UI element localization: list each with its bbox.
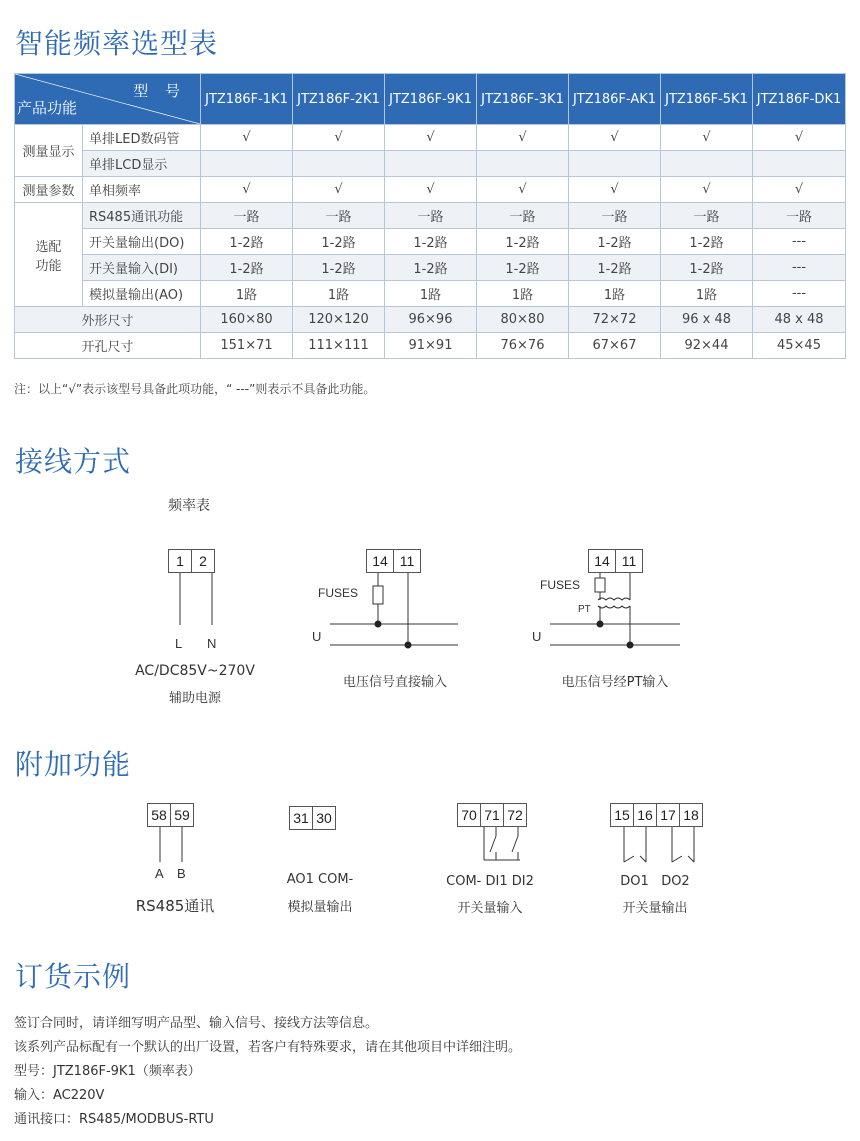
feature-cell: 单相频率 (83, 177, 201, 203)
value-cell: √ (201, 177, 293, 203)
do-caption: 开关量输出 (622, 901, 688, 916)
feature-cell: 单排LED数码管 (83, 125, 201, 151)
value-cell: 1-2路 (201, 255, 293, 281)
terminal-block-pt (588, 549, 643, 573)
feature-cell: 开关量输出(DO) (83, 229, 201, 255)
value-cell: √ (201, 125, 293, 151)
value-cell: 1-2路 (293, 229, 385, 255)
u-label: U (532, 629, 542, 644)
size-value-cell: 48 x 48 (753, 307, 846, 333)
corner-model-label: 型 号 (133, 82, 186, 100)
model-header: JTZ186F-2K1 (293, 74, 385, 125)
model-header: JTZ186F-9K1 (385, 74, 477, 125)
freq-meter-label: 频率表 (168, 497, 210, 513)
category-cell: 选配 功能 (15, 203, 83, 307)
value-cell: --- (753, 281, 846, 307)
value-cell: 1-2路 (477, 229, 569, 255)
section-title-wiring: 接线方式 (15, 445, 132, 478)
order-line: 签订合同时，请详细写明产品型、输入信号、接线方法等信息。 (14, 1016, 379, 1031)
size-value-cell: 76×76 (477, 333, 569, 359)
pt-caption: 电压信号经PT输入 (561, 675, 669, 690)
terminal: 14 (367, 550, 394, 572)
size-value-cell: 67×67 (569, 333, 661, 359)
size-value-cell: 92×44 (661, 333, 753, 359)
size-label-cell: 开孔尺寸 (15, 333, 201, 359)
table-note: 注：以上“√”表示该型号具备此项功能，“ ---”则表示不具备此功能。 (14, 382, 376, 396)
label-n: N (207, 636, 217, 651)
size-value-cell: 80×80 (477, 307, 569, 333)
terminal: 59 (174, 807, 190, 823)
value-cell: 一路 (293, 203, 385, 229)
terminal-block-direct (366, 549, 421, 573)
value-cell: √ (753, 177, 846, 203)
terminal-block-ao (289, 806, 336, 830)
corner-function-label: 产品功能 (17, 99, 78, 117)
terminal: 18 (683, 807, 699, 823)
model-header: JTZ186F-5K1 (661, 74, 753, 125)
value-cell: 1-2路 (661, 255, 753, 281)
value-cell: 1-2路 (569, 229, 661, 255)
value-cell: √ (385, 125, 477, 151)
value-cell: --- (753, 255, 846, 281)
value-cell: √ (661, 177, 753, 203)
size-label-cell: 外形尺寸 (15, 307, 201, 333)
terminal-block-di (457, 803, 527, 827)
model-header: JTZ186F-DK1 (753, 74, 846, 125)
terminal: 30 (316, 810, 332, 826)
size-value-cell: 91×91 (385, 333, 477, 359)
aux-caption-voltage: AC/DC85V~270V (135, 663, 255, 679)
value-cell: √ (569, 125, 661, 151)
value-cell: 1-2路 (385, 255, 477, 281)
value-cell: √ (661, 125, 753, 151)
feature-cell: 模拟量输出(AO) (83, 281, 201, 307)
value-cell: 1-2路 (661, 229, 753, 255)
value-cell: 1路 (293, 281, 385, 307)
category-cell: 测量参数 (15, 177, 83, 203)
terminal: 58 (148, 804, 171, 826)
value-cell: --- (753, 229, 846, 255)
terminal: 14 (589, 550, 616, 572)
label-b: B (177, 866, 186, 881)
label-l: L (175, 636, 183, 651)
model-header: JTZ186F-AK1 (569, 74, 661, 125)
value-cell: 一路 (201, 203, 293, 229)
size-value-cell: 45×45 (753, 333, 846, 359)
label-a: A (155, 866, 164, 881)
section-title-order: 订货示例 (15, 960, 132, 993)
value-cell: √ (477, 177, 569, 203)
fuses-label: FUSES (540, 578, 581, 592)
value-cell: 1路 (201, 281, 293, 307)
value-cell: 1-2路 (293, 255, 385, 281)
terminal: 16 (634, 804, 657, 826)
value-cell: √ (293, 125, 385, 151)
terminal: 17 (657, 804, 680, 826)
value-cell: 1路 (661, 281, 753, 307)
order-line: 该系列产品标配有一个默认的出厂设置，若客户有特殊要求，请在其他项目中详细注明。 (14, 1040, 522, 1055)
terminal: 1 (169, 550, 192, 572)
feature-cell: RS485通讯功能 (83, 203, 201, 229)
value-cell: 1路 (477, 281, 569, 307)
di-caption: 开关量输入 (457, 901, 523, 916)
terminal-block-do (610, 803, 703, 827)
terminal: 11 (399, 553, 415, 569)
category-cell: 测量显示 (15, 125, 83, 177)
value-cell: 一路 (477, 203, 569, 229)
terminal-block-aux (168, 549, 215, 573)
terminal: 70 (458, 804, 481, 826)
pt-label: PT (578, 604, 591, 615)
order-line: 型号：JTZ186F-9K1（频率表） (14, 1064, 201, 1079)
value-cell: 1-2路 (385, 229, 477, 255)
section-title-selection: 智能频率选型表 (15, 27, 219, 60)
model-header: JTZ186F-1K1 (201, 74, 293, 125)
value-cell: √ (293, 177, 385, 203)
value-cell: 1路 (385, 281, 477, 307)
terminal: 11 (621, 553, 637, 569)
size-value-cell: 111×111 (293, 333, 385, 359)
terminal: 15 (611, 804, 634, 826)
terminal: 2 (199, 553, 207, 569)
terminal: 31 (290, 807, 313, 829)
value-cell: 一路 (661, 203, 753, 229)
value-cell: √ (569, 177, 661, 203)
u-label: U (312, 629, 322, 644)
value-cell: 一路 (385, 203, 477, 229)
ao-terminal-names: AO1 COM- (286, 872, 354, 887)
value-cell: 一路 (569, 203, 661, 229)
rs485-caption: RS485通讯 (135, 897, 215, 915)
size-value-cell: 72×72 (569, 307, 661, 333)
terminal: 71 (481, 804, 504, 826)
feature-cell: 单排LCD显示 (83, 151, 201, 177)
fuses-label: FUSES (318, 586, 359, 600)
value-cell: 1-2路 (569, 255, 661, 281)
order-line: 输入：AC220V (14, 1088, 105, 1103)
order-line: 通讯接口：RS485/MODBUS-RTU (14, 1112, 214, 1127)
value-cell: √ (385, 177, 477, 203)
size-value-cell: 151×71 (201, 333, 293, 359)
di-terminal-names: COM- DI1 DI2 (446, 874, 534, 889)
model-header: JTZ186F-3K1 (477, 74, 569, 125)
ao-caption: 模拟量输出 (287, 900, 353, 915)
value-cell: 1-2路 (201, 229, 293, 255)
do-terminal-names: DO1 DO2 (620, 874, 690, 889)
value-cell: 1路 (569, 281, 661, 307)
aux-caption: 辅助电源 (168, 691, 221, 706)
value-cell: 1-2路 (477, 255, 569, 281)
feature-cell: 开关量输入(DI) (83, 255, 201, 281)
value-cell: 一路 (753, 203, 846, 229)
value-cell: √ (753, 125, 846, 151)
value-cell: √ (477, 125, 569, 151)
size-value-cell: 96 x 48 (661, 307, 753, 333)
size-value-cell: 96×96 (385, 307, 477, 333)
size-value-cell: 120×120 (293, 307, 385, 333)
terminal: 72 (507, 807, 523, 823)
direct-caption: 电压信号直接输入 (342, 675, 447, 690)
section-title-extra: 附加功能 (15, 748, 132, 781)
size-value-cell: 160×80 (201, 307, 293, 333)
terminal-block-rs485 (147, 803, 194, 827)
